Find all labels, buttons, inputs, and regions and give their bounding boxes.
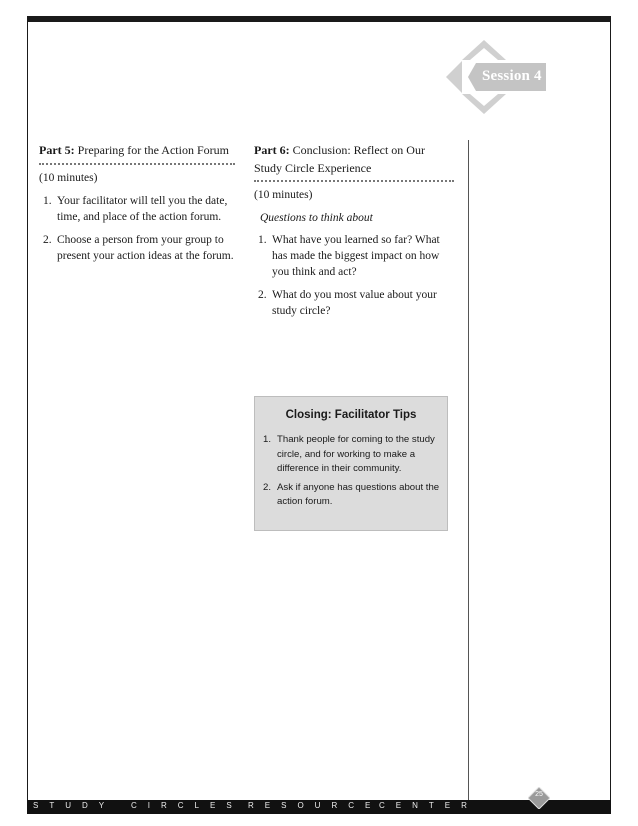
list-item	[255, 433, 447, 477]
part-5-section	[39, 141, 235, 271]
footer-word-study: STUDY	[33, 801, 116, 810]
footer-bar	[27, 800, 611, 814]
facilitator-tips-box	[254, 396, 448, 531]
list-item-text: Ask if anyone has questions about the action forum.	[277, 481, 440, 507]
footer-word-circles: CIRCLES	[131, 801, 243, 810]
list-item-text: What do you most value about your study circle?	[272, 289, 437, 317]
part-5-list	[39, 193, 235, 264]
list-item-text: What have you learned so far? What has made the biggest impact on how you think and act?	[272, 234, 440, 278]
part-6-list	[254, 232, 454, 319]
page-number: 25	[535, 791, 543, 798]
part-6-heading-prefix: Part 6:	[254, 143, 290, 157]
list-item-number: 1.	[43, 195, 52, 207]
list-item-number: 2.	[258, 289, 267, 301]
list-item-number: 2.	[263, 481, 272, 493]
tips-title: Closing: Facilitator Tips	[285, 409, 417, 421]
questions-heading: Questions to think about	[260, 212, 373, 224]
footer-word-center: CENTER	[379, 801, 478, 810]
part-6-heading	[254, 141, 454, 177]
dotted-divider	[254, 180, 454, 182]
list-item	[254, 287, 454, 319]
column-divider	[468, 140, 469, 800]
list-item	[255, 481, 447, 510]
part-5-heading	[39, 141, 235, 159]
list-item-text: Your facilitator will tell you the date, time, and place of the action forum.	[57, 195, 228, 223]
part-5-heading-text: Preparing for the Action Forum	[74, 143, 229, 157]
tips-list	[255, 433, 447, 510]
part-6-section	[254, 141, 454, 326]
page-number-badge	[528, 787, 550, 809]
session-label: Session 4	[482, 68, 542, 84]
list-item	[254, 232, 454, 280]
part-6-heading-text: Conclusion: Reflect on Our Study Circle Experience	[254, 143, 425, 175]
list-item-number: 1.	[263, 434, 272, 445]
right-rule	[610, 22, 611, 800]
list-item	[39, 232, 235, 264]
left-rule	[27, 22, 28, 800]
list-item-number: 1.	[258, 234, 267, 246]
dotted-divider	[39, 163, 235, 165]
list-item-number: 2.	[43, 234, 52, 246]
list-item	[39, 193, 235, 225]
session-badge	[446, 40, 546, 114]
list-item-text: Choose a person from your group to present your action ideas at the forum.	[57, 234, 234, 262]
top-rule	[27, 16, 611, 22]
list-item-text: Thank people for coming to the study circle, and for working to make a difference in their community.	[277, 434, 435, 474]
footer-word-resource: RESOURCE	[248, 801, 382, 810]
part-6-minutes: (10 minutes)	[254, 189, 313, 201]
part-5-heading-prefix: Part 5:	[39, 143, 75, 157]
part-5-minutes: (10 minutes)	[39, 172, 98, 184]
